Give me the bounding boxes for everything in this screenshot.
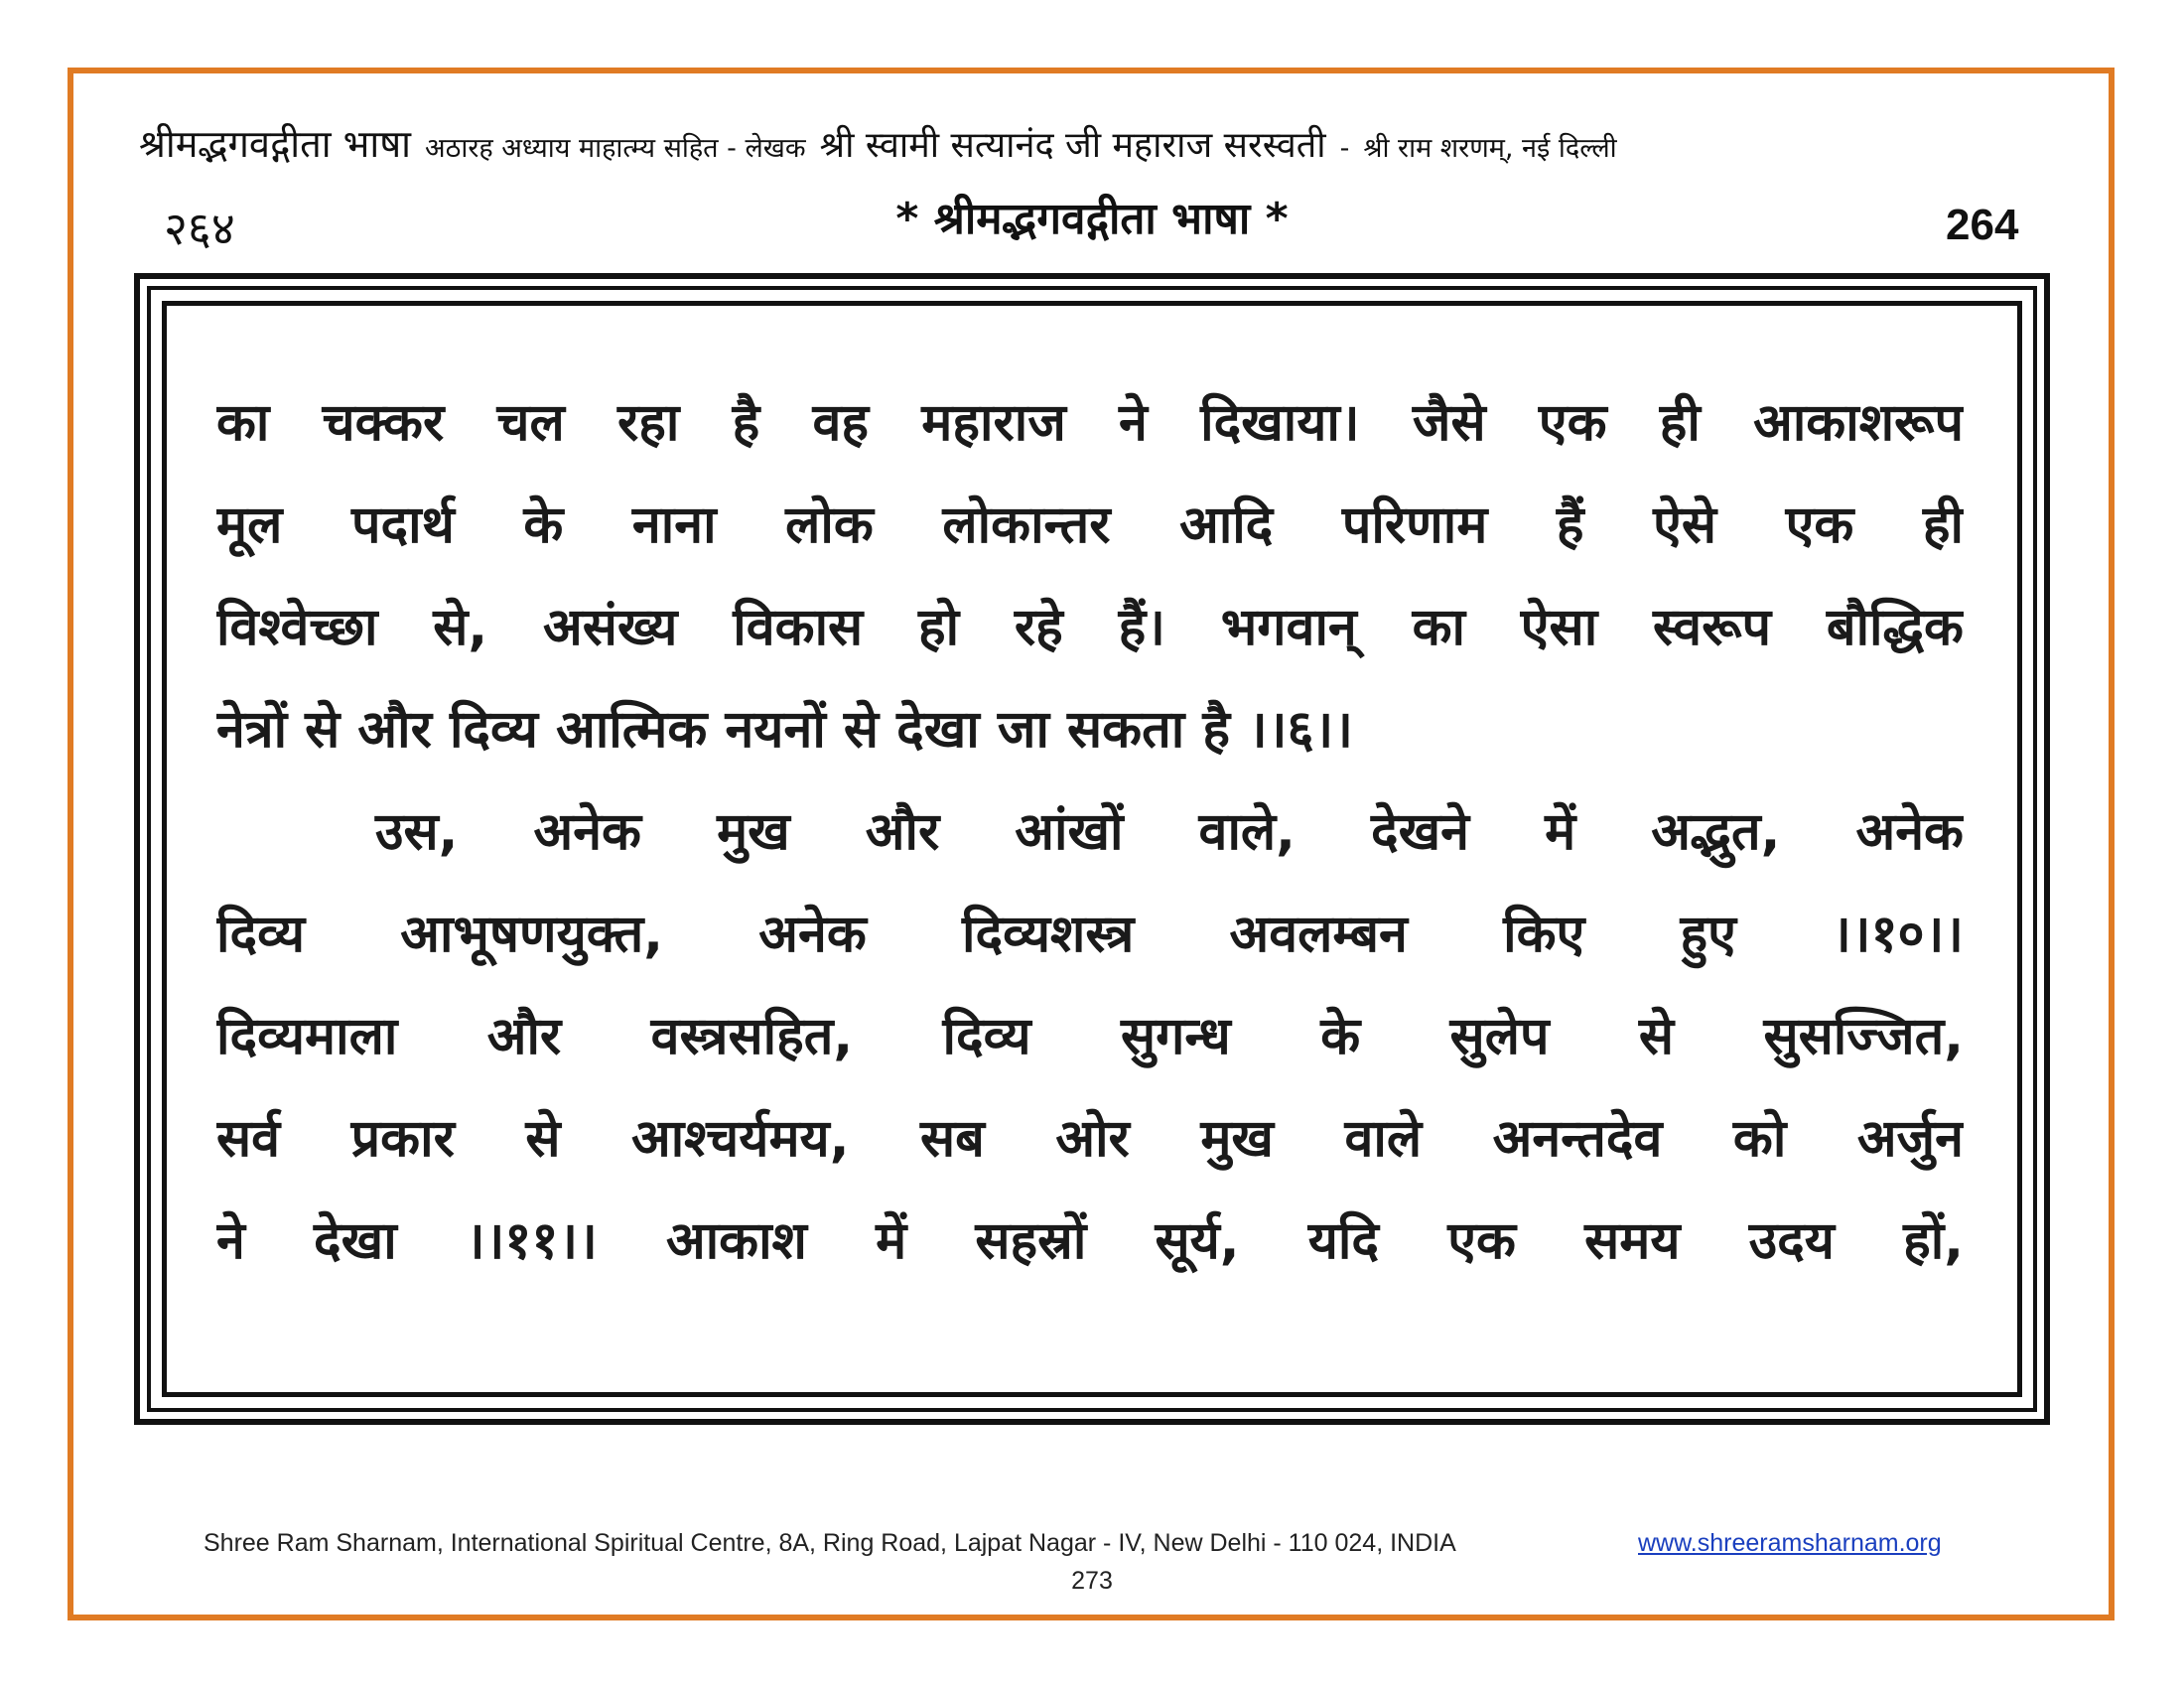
text-line: का चक्कर चल रहा है वह महाराज ने दिखाया। जैसे एक ही आकाशरूप	[216, 393, 1964, 453]
text-line: दिव्य आभूषणयुक्त, अनेक दिव्यशस्त्र अवलम्बन किए हुए ।।१०।।	[216, 905, 1964, 964]
footer-page-number: 273	[1071, 1567, 1113, 1595]
publisher-place: श्री राम शरणम्, नई दिल्ली	[1363, 133, 1617, 164]
text-line: ने देखा ।।११।। आकाश में सहस्रों सूर्य, यदि एक समय उदय हों,	[216, 1211, 1964, 1271]
text-line: नेत्रों से और दिव्य आत्मिक नयनों से देखा जा सकता है ।।६।।	[216, 700, 1353, 760]
book-title-main: श्रीमद्भगवद्गीता भाषा	[139, 122, 412, 166]
text-line: विश्वेच्छा से, असंख्य विकास हो रहे हैं। भगवान् का ऐसा स्वरूप बौद्धिक	[216, 598, 1964, 657]
text-line: सर्व प्रकार से आश्चर्यमय, सब ओर मुख वाले अनन्तदेव को अर्जुन	[216, 1109, 1964, 1169]
website-link[interactable]: www.shreeramsharnam.org	[1638, 1529, 1942, 1557]
scripture-text	[216, 372, 1964, 1293]
book-title-header	[139, 117, 2055, 167]
text-line: मूल पदार्थ के नाना लोक लोकान्तर आदि परिणाम हैं ऐसे एक ही	[216, 495, 1964, 555]
header-separator: -	[1339, 133, 1350, 164]
text-line: उस, अनेक मुख और आंखों वाले, देखने में अद्भुत, अनेक	[375, 802, 1964, 862]
running-title: * श्रीमद्भगवद्गीता भाषा *	[895, 194, 1289, 244]
book-title-sub: अठारह अध्याय माहात्म्य सहित - लेखक	[425, 133, 806, 164]
page-number: 264	[1946, 201, 2019, 249]
page-number-devanagari: २६४	[164, 202, 235, 255]
footer-address: Shree Ram Sharnam, International Spiritual Centre, 8A, Ring Road, Lajpat Nagar - IV, New Delhi - 110 024, INDIA	[204, 1529, 1456, 1557]
author-name: श्री स्वामी सत्यानंद जी महाराज सरस्वती	[819, 125, 1326, 166]
text-line: दिव्यमाला और वस्त्रसहित, दिव्य सुगन्ध के सुलेप से सुसज्जित,	[216, 1007, 1964, 1066]
